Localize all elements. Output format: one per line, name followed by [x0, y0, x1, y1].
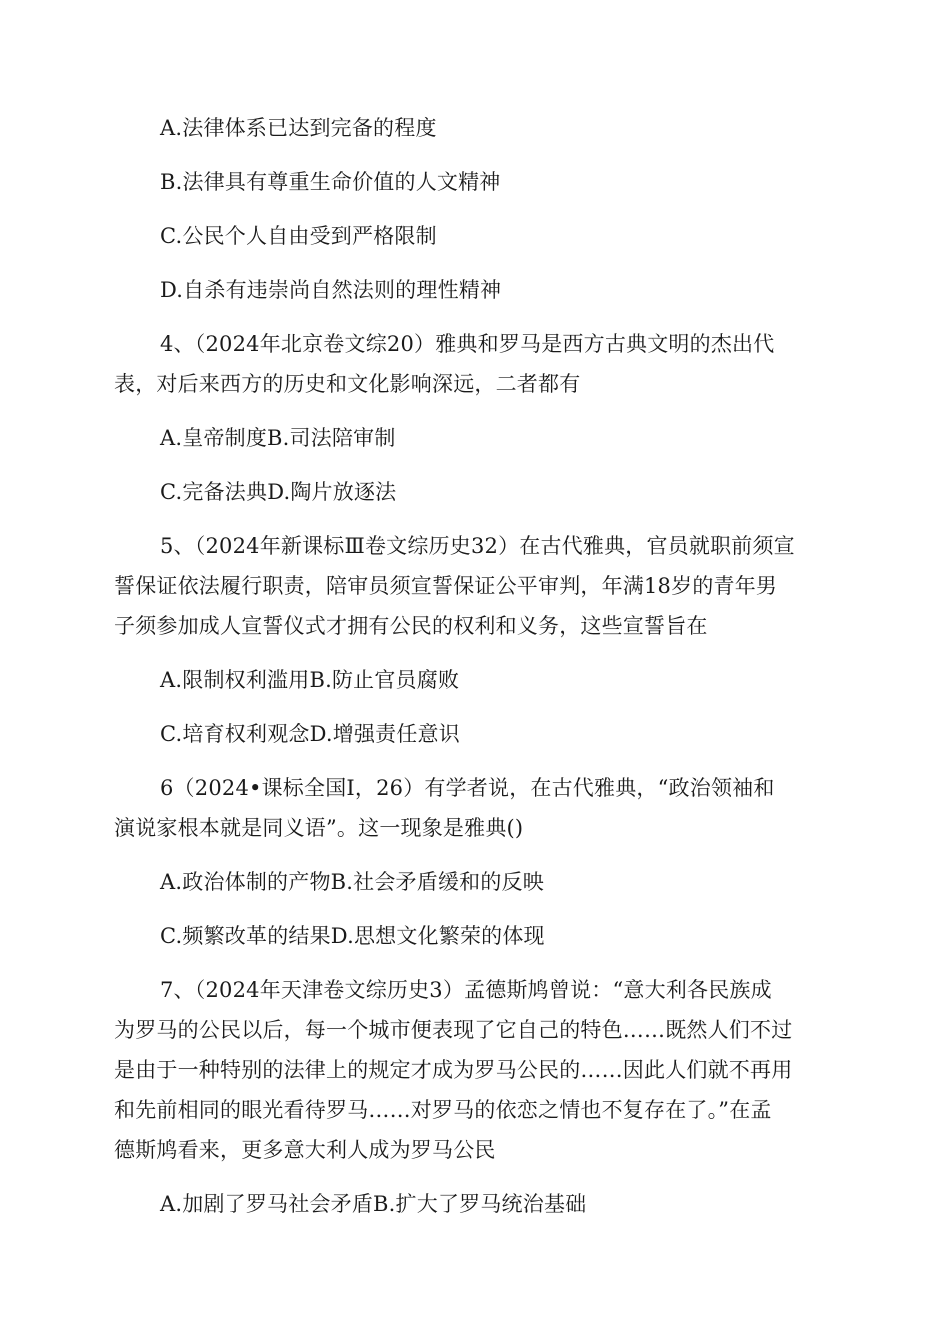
question-7 — [114, 970, 834, 1224]
question-4 — [114, 324, 834, 512]
question-6 — [114, 768, 834, 956]
page-content — [114, 108, 834, 1238]
q5-stem-line-3: 子须参加成人宣誓仪式才拥有公民的权利和义务，这些宣誓旨在 — [114, 614, 708, 638]
q4-option-ab: A.皇帝制度B.司法陪审制 — [160, 426, 396, 450]
q4-option-cd: C.完备法典D.陶片放逐法 — [160, 480, 397, 504]
q7-stem-line-3: 是由于一种特别的法律上的规定才成为罗马公民的……因此人们就不再用 — [114, 1058, 793, 1082]
q7-stem-line-1: 7、（2024年天津卷文综历史3）孟德斯鸠曾说：“意大利各民族成 — [160, 978, 772, 1002]
q7-stem-line-4: 和先前相同的眼光看待罗马……对罗马的依恋之情也不复存在了。”在孟 — [114, 1098, 772, 1122]
q7-stem-line-5: 德斯鸠看来，更多意大利人成为罗马公民 — [114, 1138, 496, 1162]
q3-option-c: C.公民个人自由受到严格限制 — [160, 224, 437, 248]
q3-option-d: D.自杀有违崇尚自然法则的理性精神 — [160, 278, 502, 302]
q6-stem-line-2: 演说家根本就是同义语”。这一现象是雅典() — [114, 816, 524, 840]
q6-option-ab: A.政治体制的产物B.社会矛盾缓和的反映 — [160, 870, 544, 894]
q7-stem-line-2: 为罗马的公民以后，每一个城市便表现了它自己的特色……既然人们不过 — [114, 1018, 793, 1042]
q6-option-cd: C.频繁改革的结果D.思想文化繁荣的体现 — [160, 924, 545, 948]
q4-stem-line-1: 4、（2024年北京卷文综20）雅典和罗马是西方古典文明的杰出代 — [160, 332, 775, 356]
question-3-options — [114, 108, 834, 310]
q5-option-cd: C.培育权利观念D.增强责任意识 — [160, 722, 460, 746]
q7-option-ab: A.加剧了罗马社会矛盾B.扩大了罗马统治基础 — [160, 1192, 587, 1216]
q5-stem-line-2: 誓保证依法履行职责，陪审员须宣誓保证公平审判，年满18岁的青年男 — [114, 574, 778, 598]
q5-option-ab: A.限制权利滥用B.防止官员腐败 — [160, 668, 460, 692]
q6-stem-line-1: 6（2024•课标全国Ⅰ，26）有学者说，在古代雅典，“政治领袖和 — [160, 776, 775, 800]
q3-option-b: B.法律具有尊重生命价值的人文精神 — [160, 170, 501, 194]
question-5 — [114, 526, 834, 754]
q5-stem-line-1: 5、（2024年新课标Ⅲ卷文综历史32）在古代雅典，官员就职前须宣 — [160, 534, 795, 558]
q3-option-a: A.法律体系已达到完备的程度 — [160, 116, 437, 140]
q4-stem-line-2: 表，对后来西方的历史和文化影响深远，二者都有 — [114, 372, 581, 396]
